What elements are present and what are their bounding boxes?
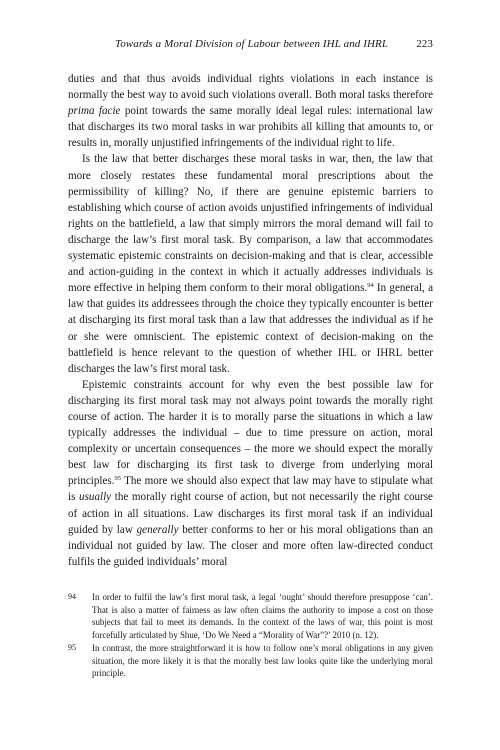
text-run: Is the law that better discharges these moral tasks in war, then, the law that more closely restates these fundamental moral prescriptions about the permissibility of killing? No, if there are genuine epistemic barriers to establishing which course of action avoids unjustified infringements of individual rights on the battlefield, a law that simply mirrors the moral demand will fail to discharge the law’s first moral task. By comparison, a law that accommodates systematic epistemic constraints on decision-making and that is clear, accessible and action-guiding in the context in which it actually addresses individuals is more effective in helping them conform to their moral obligations. [68, 153, 433, 295]
text-run: better conforms to her or his moral obligations than an individual not guided by law. The closer and more often law-directed conduct fulfils the guided individuals’ moral [68, 523, 433, 568]
paragraph-3 [68, 377, 433, 570]
footnote-text: In contrast, the more straightforward it is how to follow one’s moral obligations in any given situation, the more likely it is that the morally best law looks quite like the underlying moral principle. [92, 643, 433, 678]
text-run: The more we should also expect that law may have to stipulate what is [68, 475, 433, 504]
footnote-94 [68, 591, 433, 641]
running-title: Towards a Moral Division of Labour between IHL and IHRL [115, 38, 389, 50]
footnote-text: In order to fulfil the law’s first moral task, a legal ‘ought’ should therefore presuppose ‘can’. That is also a matter of fairness as law often claims the authority to impose a cost on those subjects that fail to meet its demands. In the context of the laws of war, this point is most forcefully articulated by Shue, ‘Do We Need a “Morality of War”?’ 2010 (n. 12). [92, 592, 433, 640]
footnote-ref-95[interactable]: 95 [114, 475, 122, 483]
footnote-number: 95 [68, 643, 76, 652]
page-number: 223 [416, 38, 433, 50]
text-run: Epistemic constraints account for why even the best possible law for discharging its first moral task may not always point towards the morally right course of action. The harder it is to morally parse the situations in which a law typically addresses the individual – due to time pressure on action, moral complexity or uncertain consequences – the more we should expect the morally best law for discharging its first task to diverge from underlying moral principles. [68, 378, 433, 488]
footnote-number: 94 [68, 592, 76, 601]
paragraph-2 [68, 151, 433, 376]
footnote-ref-94[interactable]: 94 [367, 282, 374, 290]
main-text [68, 71, 433, 570]
text-run: point towards the same morally ideal legal rules: international law that discharges its two moral tasks in war prohibits all killing that amounts to, or results in, morally unjustified infringements of the individual right to life. [68, 105, 433, 150]
italic-term: generally [136, 523, 179, 536]
paragraph-1 [68, 71, 433, 151]
text-run: the morally right course of action, but not necessarily the right course of action in all situations. Law discharges its first moral task if an individual guided by law [68, 491, 433, 536]
italic-term: prima facie [68, 105, 121, 118]
text-run: duties and that thus avoids individual rights violations in each instance is normally the best way to avoid such violations overall. Both moral tasks therefore [68, 73, 433, 102]
footnotes [68, 591, 433, 681]
text-run: In general, a law that guides its addressees through the choice they typically encounter is better at discharging its first moral task than a law that addresses the individual as if he or she were omniscient. The epistemic context of decision-making on the battlefield is hence relevant to the question of whether IHL or IHRL better discharges the law’s first moral task. [68, 282, 434, 375]
italic-term: usually [79, 491, 112, 504]
running-header [115, 38, 433, 50]
footnote-95 [68, 642, 433, 680]
